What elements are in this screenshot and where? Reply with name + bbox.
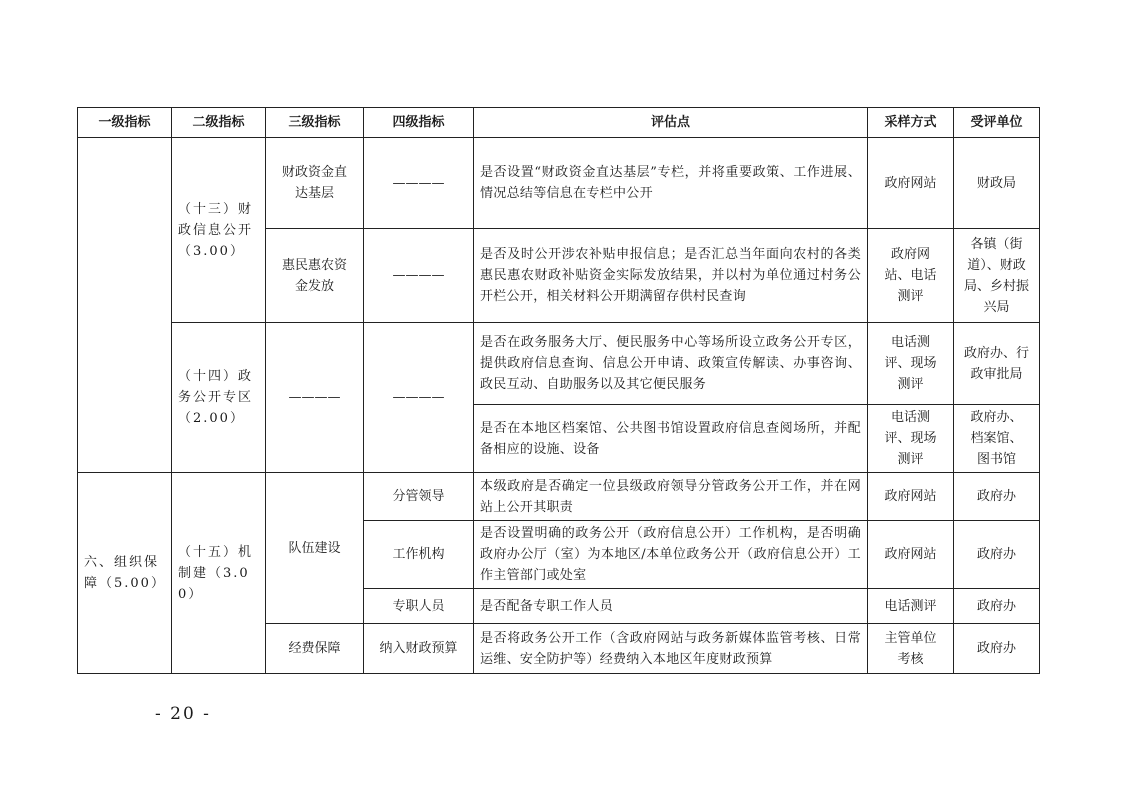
sampling-method-cell: 政府网站 xyxy=(868,138,954,229)
assessment-point-cell: 是否在本地区档案馆、公共图书馆设置政府信息查阅场所，并配备相应的设施、设备 xyxy=(474,405,868,473)
assessment-point-cell: 是否将政务公开工作（含政府网站与政务新媒体监管考核、日常运维、安全防护等）经费纳入本地区年度财政预算 xyxy=(474,624,868,674)
level2-cell: （十三）财政信息公开（3.00） xyxy=(172,138,266,323)
assessed-unit-cell: 政府办 xyxy=(954,589,1040,624)
level3-cell: 惠民惠农资金发放 xyxy=(266,229,364,323)
level4-cell: 纳入财政预算 xyxy=(364,624,474,674)
sampling-method-cell: 主管单位考核 xyxy=(868,624,954,674)
level3-cell: 财政资金直达基层 xyxy=(266,138,364,229)
sampling-method-cell: 电话测评、现场测评 xyxy=(868,323,954,405)
assessed-unit-cell: 政府办 xyxy=(954,521,1040,589)
sampling-method-cell: 政府网站 xyxy=(868,521,954,589)
table-header-row xyxy=(78,108,1040,138)
level4-cell: ———— xyxy=(364,229,474,323)
level3-cell: 队伍建设 xyxy=(266,473,364,624)
assessment-table xyxy=(77,107,1040,674)
sampling-method-cell: 政府网站、电话测评 xyxy=(868,229,954,323)
sampling-method-cell: 电话测评、现场测评 xyxy=(868,405,954,473)
header-level2: 二级指标 xyxy=(172,108,266,138)
level2-cell: （十五）机制建（3.00） xyxy=(172,473,266,674)
assessment-point-cell: 是否设置明确的政务公开（政府信息公开）工作机构，是否明确政府办公厅（室）为本地区/本单位政务公开（政府信息公开）工作主管部门或处室 xyxy=(474,521,868,589)
level4-cell: 工作机构 xyxy=(364,521,474,589)
assessment-point-cell: 本级政府是否确定一位县级政府领导分管政务公开工作，并在网站上公开其职责 xyxy=(474,473,868,521)
assessed-unit-cell: 政府办、档案馆、图书馆 xyxy=(954,405,1040,473)
level3-cell: 经费保障 xyxy=(266,624,364,674)
level4-cell: ———— xyxy=(364,138,474,229)
assessment-point-cell: 是否设置“财政资金直达基层”专栏，并将重要政策、工作进展、情况总结等信息在专栏中公开 xyxy=(474,138,868,229)
assessed-unit-cell: 政府办 xyxy=(954,624,1040,674)
assessment-point-cell: 是否及时公开涉农补贴申报信息；是否汇总当年面向农村的各类惠民惠农财政补贴资金实际发放结果，并以村为单位通过村务公开栏公开，相关材料公开期满留存供村民查询 xyxy=(474,229,868,323)
level4-cell: 专职人员 xyxy=(364,589,474,624)
assessed-unit-cell: 政府办、行政审批局 xyxy=(954,323,1040,405)
header-level1: 一级指标 xyxy=(78,108,172,138)
header-point: 评估点 xyxy=(474,108,868,138)
assessed-unit-cell: 政府办 xyxy=(954,473,1040,521)
level3-cell: ———— xyxy=(266,323,364,473)
table-row xyxy=(78,473,1040,521)
header-level3: 三级指标 xyxy=(266,108,364,138)
sampling-method-cell: 政府网站 xyxy=(868,473,954,521)
header-method: 采样方式 xyxy=(868,108,954,138)
assessed-unit-cell: 各镇（街道）、财政局、乡村振兴局 xyxy=(954,229,1040,323)
assessment-point-cell: 是否配备专职工作人员 xyxy=(474,589,868,624)
page-number: - 20 - xyxy=(155,704,211,724)
assessment-point-cell: 是否在政务服务大厅、便民服务中心等场所设立政务公开专区，提供政府信息查询、信息公开申请、政策宣传解读、办事咨询、政民互动、自助服务以及其它便民服务 xyxy=(474,323,868,405)
level4-cell: 分管领导 xyxy=(364,473,474,521)
header-level4: 四级指标 xyxy=(364,108,474,138)
table-row xyxy=(78,323,1040,405)
table-row xyxy=(78,138,1040,229)
sampling-method-cell: 电话测评 xyxy=(868,589,954,624)
header-unit: 受评单位 xyxy=(954,108,1040,138)
level1-cell-empty xyxy=(78,138,172,473)
assessed-unit-cell: 财政局 xyxy=(954,138,1040,229)
level4-cell: ———— xyxy=(364,323,474,473)
level2-cell: （十四）政务公开专区（2.00） xyxy=(172,323,266,473)
level1-cell: 六、组织保障（5.00） xyxy=(78,473,172,674)
